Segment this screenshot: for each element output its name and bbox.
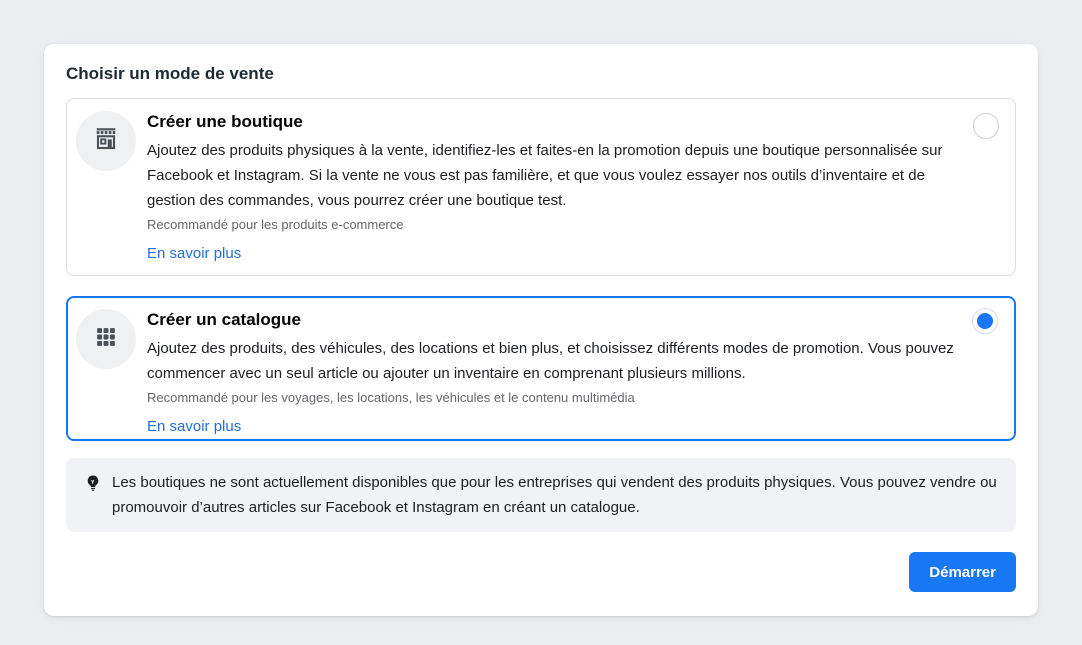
option-recommendation: Recommandé pour les produits e-commerce xyxy=(147,217,404,232)
option-title: Créer une boutique xyxy=(147,112,303,131)
learn-more-link-catalogue[interactable]: En savoir plus xyxy=(147,418,242,435)
storefront-icon xyxy=(91,124,121,159)
option-description: Ajoutez des produits, des véhicules, des locations et bien plus, et choisissez différents modes de promotion. Vous pouvez commencer avec un seul article ou ajouter un inventaire en comprenant plusieurs millions. xyxy=(147,340,954,382)
radio-boutique[interactable] xyxy=(973,113,999,139)
learn-more-link-boutique[interactable]: En savoir plus xyxy=(147,245,242,262)
option-card-catalogue[interactable] xyxy=(66,296,1016,441)
dialog-footer xyxy=(66,552,1016,592)
info-note-text: Les boutiques ne sont actuellement disponibles que pour les entreprises qui vendent des produits physiques. Vous pouvez vendre ou promouvoir d’autres articles sur Facebook et Instagram en créant un catalogue. xyxy=(112,474,997,516)
radio-dot xyxy=(977,313,993,329)
info-note xyxy=(66,458,1016,532)
start-button[interactable]: Démarrer xyxy=(909,552,1016,592)
grid-icon xyxy=(92,323,120,356)
option-description: Ajoutez des produits physiques à la vente, identifiez-les et faites-en la promotion depuis une boutique personnalisée sur Facebook et Instagram. Si la vente ne vous est pas familière, et que vous voulez essayer nos outils d’inventaire et de gestion des commandes, vous pourrez créer une boutique test. xyxy=(147,142,943,209)
option-title: Créer un catalogue xyxy=(147,310,301,329)
dialog-title: Choisir un mode de vente xyxy=(66,64,274,83)
option-icon-circle xyxy=(76,111,136,171)
option-icon-circle xyxy=(76,309,136,369)
radio-catalogue[interactable] xyxy=(972,308,998,334)
lightbulb-icon xyxy=(84,474,102,497)
sale-mode-dialog xyxy=(44,44,1038,616)
option-recommendation: Recommandé pour les voyages, les locations, les véhicules et le contenu multimédia xyxy=(147,390,635,405)
option-card-boutique[interactable] xyxy=(66,98,1016,276)
